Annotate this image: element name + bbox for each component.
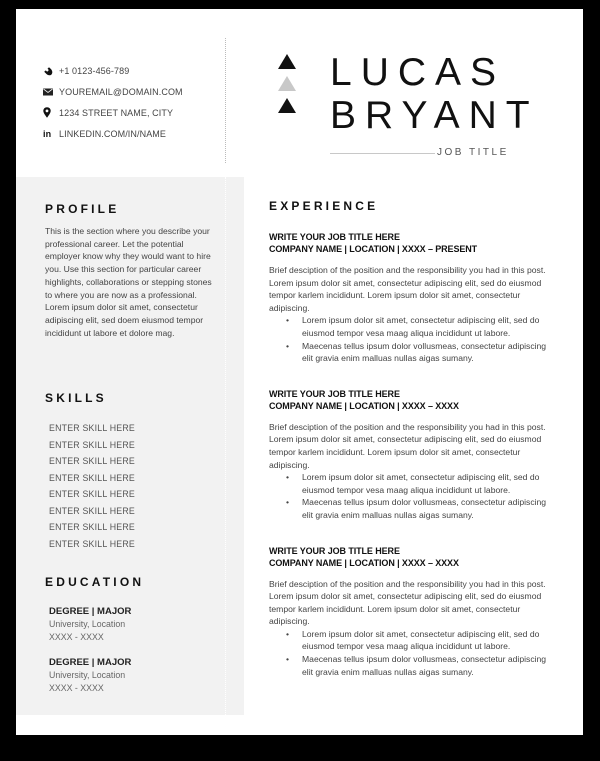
bullet-text: Lorem ipsum dolor sit amet, consectetur adipiscing elit, sed do eiusmod tempor vesa maag aliqua incididunt ut labore.	[302, 628, 540, 652]
skill-item: ENTER SKILL HERE	[49, 439, 135, 450]
job-entry-bullets	[286, 314, 559, 364]
contact-phone	[43, 60, 183, 81]
bullet-text: Lorem ipsum dolor sit amet, consectetur adipiscing elit, sed do eiusmod tempor vesa maag aliqua incididunt ut labore.	[302, 315, 540, 338]
skill-item: ENTER SKILL HERE	[49, 505, 135, 516]
degree: DEGREE | MAJOR	[49, 657, 132, 668]
email-text: YOUREMAIL@DOMAIN.COM	[59, 86, 183, 97]
job-entry-bullets	[286, 471, 559, 521]
education-item	[49, 656, 131, 694]
job-entry	[269, 388, 559, 522]
bullet-text: Lorem ipsum dolor sit amet, consectetur adipiscing elit, sed do eiusmod tempor vesa maag aliqua incididunt ut labore.	[302, 472, 540, 495]
skill-item: ENTER SKILL HERE	[49, 423, 135, 433]
skill-item: ENTER SKILL HERE	[49, 538, 135, 549]
skill-item: ENTER SKILL HERE	[49, 456, 135, 466]
job-entry-description: Brief desciption of the position and the responsibility you had in this post. Lorem ipsum dolor sit amet, consectetur adipiscing elit, sed do eiusmod tempor karlem incididunt. Lorem ipsum dolor sit amet, consectetur adipiscing.	[269, 578, 546, 627]
bullet-icon: •	[286, 472, 290, 483]
resume-page	[16, 9, 583, 735]
years: XXXX - XXXX	[49, 631, 104, 642]
bullet-item	[286, 496, 559, 521]
experience-section	[269, 199, 559, 693]
first-name: LUCAS	[330, 51, 506, 94]
contact-address	[43, 102, 183, 123]
bullet-item	[286, 471, 559, 496]
bullet-icon: •	[286, 628, 290, 639]
education-item	[49, 605, 131, 643]
last-name: BRYANT	[330, 94, 539, 137]
bullet-text: Maecenas tellus ipsum dolor vollusmeas, consectetur adipiscing elit gravia enim malluas nullas aigas sumany.	[302, 497, 547, 520]
profile-heading: PROFILE	[45, 202, 120, 216]
bullet-text: Maecenas tellus ipsum dolor vollusmeas, consectetur adipiscing elit gravia enim malluas nullas aigas sumany.	[302, 340, 547, 364]
location-pin-icon	[43, 107, 59, 118]
job-entry-title: WRITE YOUR JOB TITLE HERE	[269, 388, 400, 399]
degree: DEGREE | MAJOR	[49, 606, 132, 617]
skills-list	[49, 422, 135, 554]
address-text: 1234 STREET NAME, CITY	[59, 107, 174, 118]
email-icon	[43, 88, 59, 96]
job-entry	[269, 545, 559, 679]
job-entry-company: COMPANY NAME | LOCATION | XXXX – XXXX	[269, 400, 459, 411]
education-heading: EDUCATION	[45, 575, 145, 589]
bullet-text: Maecenas tellus ipsum dolor vollusmeas, consectetur adipiscing elit gravia enim malluas nullas aigas sumany.	[302, 654, 547, 677]
profile-text: This is the section where you describe your professional career. Let the potential employer know why they would want to hire you. Use this section for particular career highlights, collaborations or stepping stones to where you are now as a professional. Lorem ipsum dolor sit amet, consectetur adipiscing elit, sed doem eiusmod tempor incididunt ut labore et dolore mag.	[45, 226, 212, 338]
experience-heading: EXPERIENCE	[269, 199, 379, 213]
job-entry-description: Brief desciption of the position and the responsibility you had in this post. Lorem ipsum dolor sit amet, consectetur adipiscing elit, sed do eiusmod tempor karlem incididunt. Lorem ipsum dolor sit amet, consectetur adipiscing.	[269, 421, 546, 470]
linkedin-text: LINKEDIN.COM/IN/NAME	[59, 128, 167, 139]
education-list	[49, 605, 131, 707]
years: XXXX - XXXX	[49, 682, 104, 693]
triangle-icon	[278, 76, 296, 91]
triangle-icon	[278, 98, 296, 113]
skill-item: ENTER SKILL HERE	[49, 489, 135, 499]
job-entry-description: Brief desciption of the position and the responsibility you had in this post. Lorem ipsum dolor sit amet, consectetur adipiscing elit, sed do eiusmod tempor karlem incididunt. Lorem ipsum dolor sit amet, consectetur adipiscing.	[269, 265, 546, 313]
contact-list	[43, 60, 183, 144]
job-entry-title: WRITE YOUR JOB TITLE HERE	[269, 232, 400, 242]
bullet-item	[286, 628, 559, 653]
skill-item: ENTER SKILL HERE	[49, 472, 135, 483]
bullet-icon: •	[286, 497, 290, 508]
bullet-icon: •	[286, 340, 290, 351]
bullet-item	[286, 653, 559, 678]
job-title: JOB TITLE	[437, 147, 509, 158]
university: University, Location	[49, 619, 126, 629]
contact-linkedin	[43, 123, 183, 144]
title-rule	[330, 153, 435, 154]
bullet-item	[286, 340, 559, 365]
linkedin-icon: in	[43, 128, 52, 139]
job-entry-company: COMPANY NAME | LOCATION | XXXX – PRESENT	[269, 244, 478, 254]
logo-triangles	[278, 54, 296, 120]
full-name	[330, 51, 539, 137]
university: University, Location	[49, 670, 126, 680]
skills-heading: SKILLS	[45, 391, 107, 405]
job-entry-bullets	[286, 628, 559, 678]
skill-item: ENTER SKILL HERE	[49, 522, 135, 532]
job-entry-company: COMPANY NAME | LOCATION | XXXX – XXXX	[269, 557, 459, 568]
phone-text: +1 0123-456-789	[59, 65, 130, 76]
phone-icon	[43, 66, 59, 76]
triangle-icon	[278, 54, 296, 69]
contact-email	[43, 81, 183, 102]
sidebar-divider	[225, 177, 226, 715]
bullet-item	[286, 314, 559, 339]
bullet-icon: •	[286, 654, 290, 665]
sidebar	[16, 177, 244, 715]
job-entry	[269, 231, 559, 365]
job-entry-title: WRITE YOUR JOB TITLE HERE	[269, 545, 400, 556]
header-divider	[225, 38, 226, 163]
bullet-icon: •	[286, 315, 290, 326]
